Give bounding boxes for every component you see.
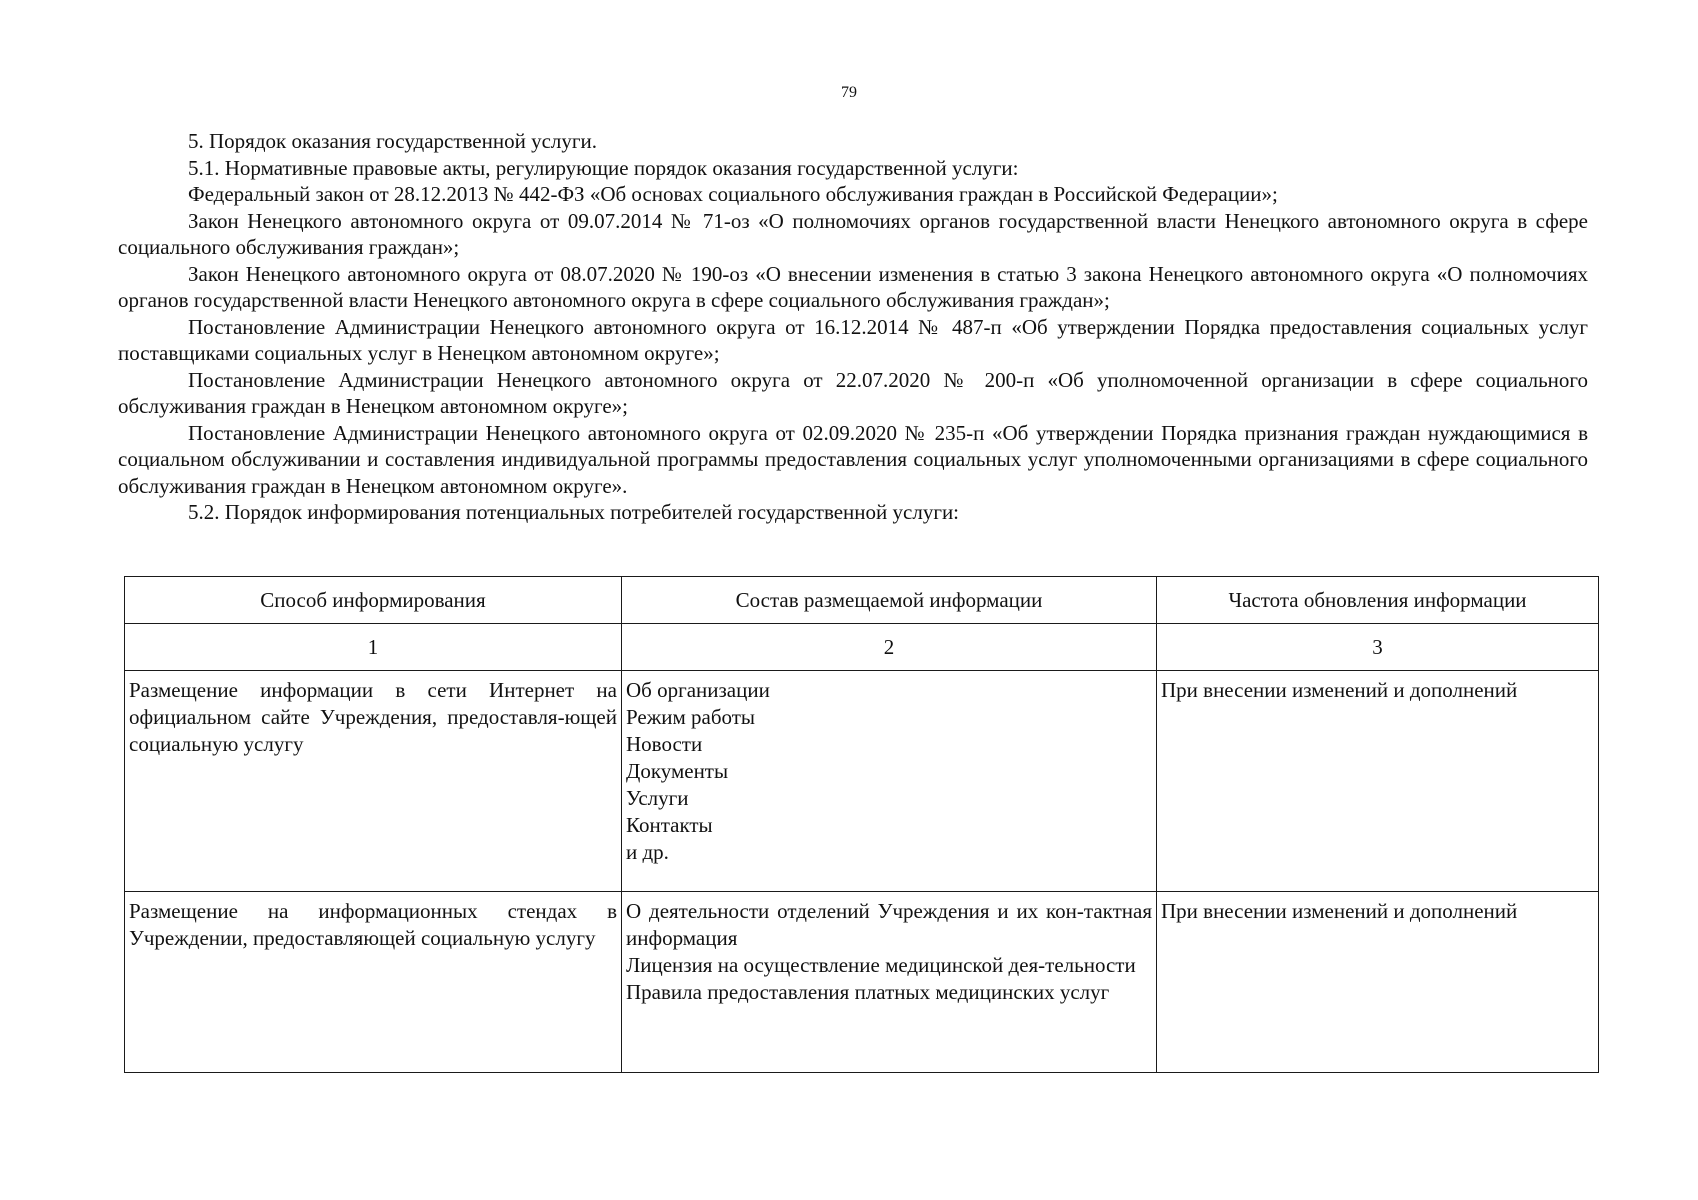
legal-act-item: Постановление Администрации Ненецкого автономного округа от 02.09.2020 № 235-п «Об утверждении Порядка признания граждан нуждающимися в социальном обслуживании и составления индивидуальной программы предоставления социальных услуг уполномоченными организациями в сфере социального обслуживания граждан в Ненецком автономном округе». <box>118 420 1588 498</box>
legal-act-item: Федеральный закон от 28.12.2013 № 442-ФЗ «Об основах социального обслуживания граждан в Российской Федерации»; <box>188 182 1278 206</box>
document-body <box>118 128 1588 526</box>
content-line: и др. <box>626 840 669 864</box>
legal-act-item: Закон Ненецкого автономного округа от 08.07.2020 № 190-оз «О внесении изменения в статью 3 закона Ненецкого автономного округа «О полномочиях органов государственной власти Ненецкого автономного округа в сфере социального обслуживания граждан»; <box>118 261 1588 312</box>
column-number-cell: 2 <box>622 624 1157 671</box>
table-column-number-row <box>125 624 1599 671</box>
content-line: О деятельности отделений Учреждения и их кон-тактная информация <box>626 899 1152 950</box>
legal-act-item: Постановление Администрации Ненецкого автономного округа от 16.12.2014 № 487-п «Об утверждении Порядка предоставления социальных услуг поставщиками социальных услуг в Ненецком автономном округе»; <box>118 314 1588 365</box>
table-header-cell: Способ информирования <box>125 577 622 624</box>
table-header-row <box>125 577 1599 624</box>
content-line: Контакты <box>626 813 713 837</box>
page-number: 79 <box>841 84 857 101</box>
content-cell <box>622 892 1157 1073</box>
content-line: Услуги <box>626 786 689 810</box>
column-number-cell: 3 <box>1157 624 1599 671</box>
subsection-heading: 5.1. Нормативные правовые акты, регулирующие порядок оказания государственной услуги: <box>188 155 1019 180</box>
content-line: Режим работы <box>626 705 756 729</box>
content-line: Правила предоставления платных медицинских услуг <box>626 980 1110 1004</box>
content-line: Лицензия на осуществление медицинской дея-тельности <box>626 953 1136 977</box>
information-table <box>124 576 1599 1073</box>
table-row <box>125 671 1599 892</box>
frequency-cell: При внесении изменений и дополнений <box>1157 671 1599 892</box>
content-line: Документы <box>626 759 729 783</box>
method-cell: Размещение на информационных стендах в Учреждении, предоставляющей социальную услугу <box>125 892 622 1073</box>
table-header-cell: Состав размещаемой информации <box>622 577 1157 624</box>
content-cell <box>622 671 1157 892</box>
legal-act-item: Постановление Администрации Ненецкого автономного округа от 22.07.2020 № 200-п «Об уполномоченной организации в сфере социального обслуживания граждан в Ненецком автономном округе»; <box>118 367 1588 418</box>
table-row <box>125 892 1599 1073</box>
column-number-cell: 1 <box>125 624 622 671</box>
frequency-cell: При внесении изменений и дополнений <box>1157 892 1599 1073</box>
method-cell: Размещение информации в сети Интернет на официальном сайте Учреждения, предоставля-ющей социальную услугу <box>125 671 622 892</box>
section-heading: 5. Порядок оказания государственной услуги. <box>188 129 597 153</box>
content-line: Об организации <box>626 678 770 702</box>
content-line: Новости <box>626 732 703 756</box>
subsection-heading: 5.2. Порядок информирования потенциальных потребителей государственной услуги: <box>188 500 960 524</box>
legal-act-item: Закон Ненецкого автономного округа от 09.07.2014 № 71-оз «О полномочиях органов государственной власти Ненецкого автономного округа в сфере социального обслуживания граждан»; <box>118 208 1588 259</box>
table-header-cell: Частота обновления информации <box>1157 577 1599 624</box>
